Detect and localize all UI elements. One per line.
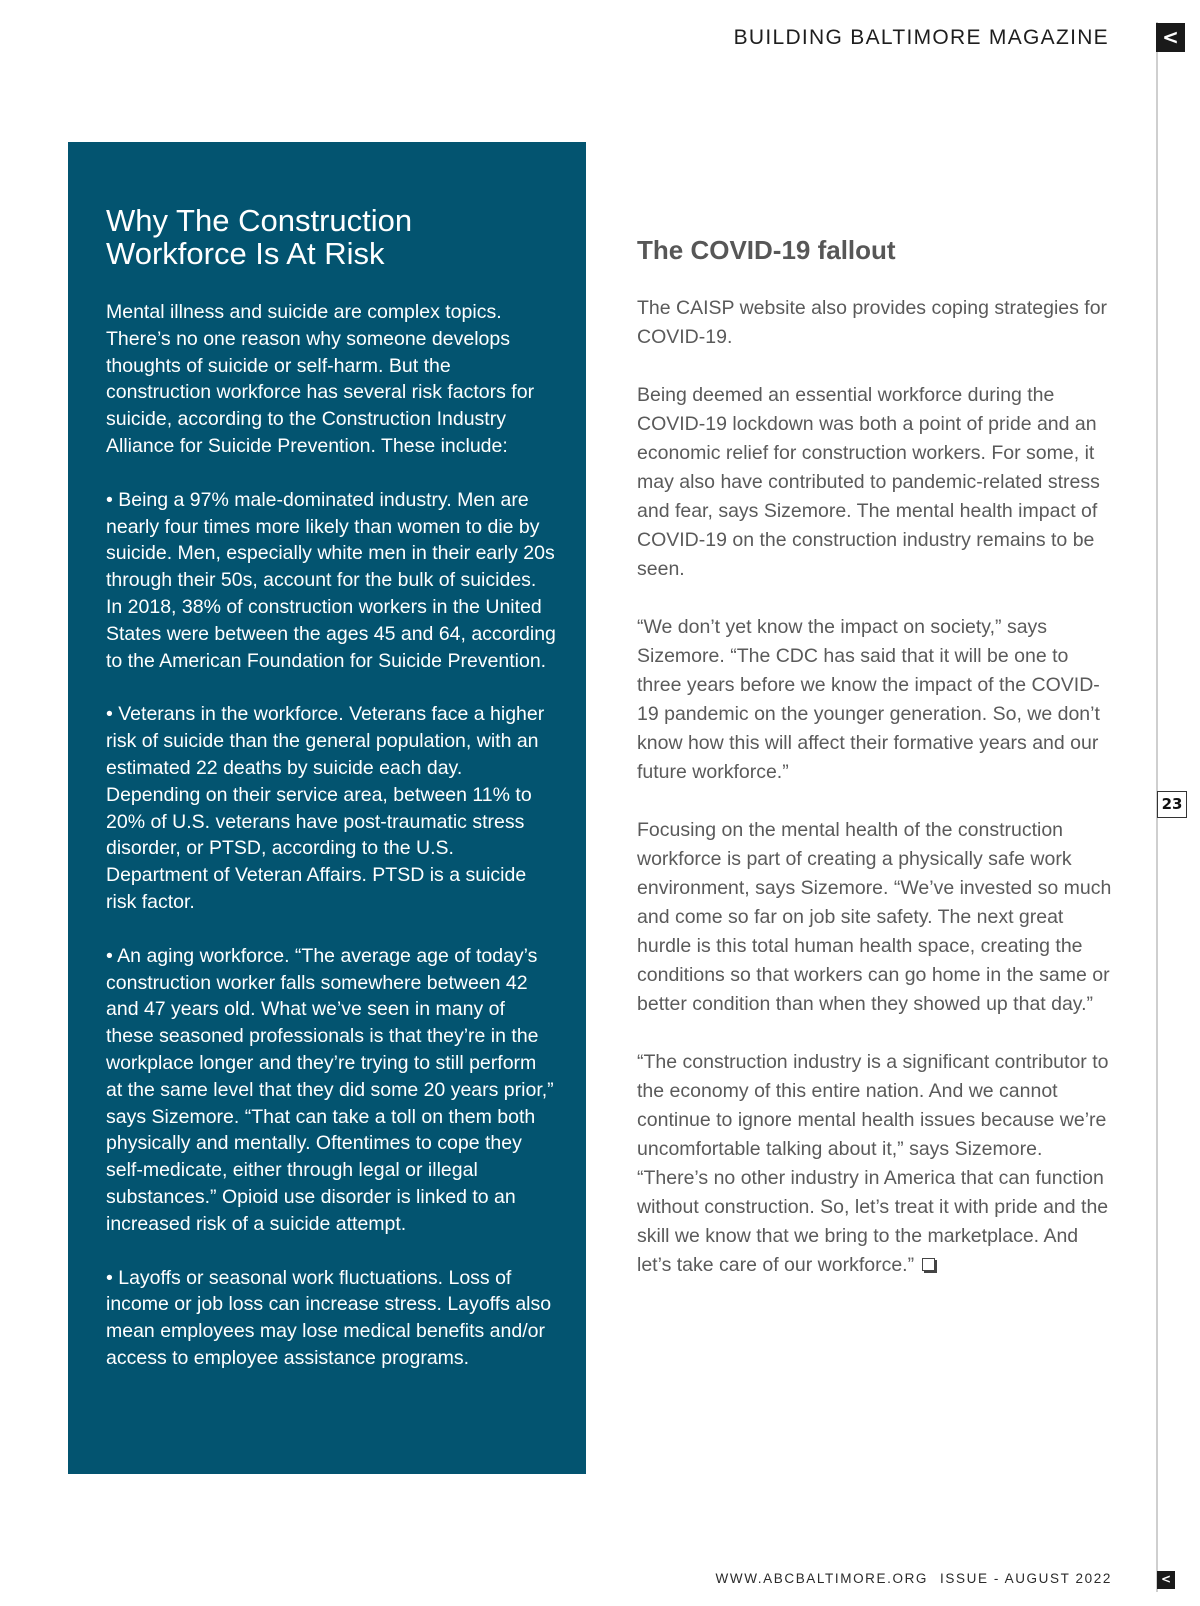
- article-paragraph: “We don’t yet know the impact on society,” says Sizemore. “The CDC has said that it will be one to three years before we know the impact of the COVID-19 pandemic on the younger generation. So, we don’t know how this will affect their formative years and our future workforce.”: [637, 616, 1100, 783]
- footer-website-link[interactable]: WWW.ABCBALTIMORE.ORG: [715, 1571, 929, 1586]
- sidebar-bullet-male-dominated: • Being a 97% male-dominated industry. Men are nearly four times more likely than women to die by suicide. Men, especially white men in their early 20s through their 50s, account for the bulk of suicides. In 2018, 38% of construction workers in the United States were between the ages 45 and 64, according to the American Foundation for Suicide Prevention.: [106, 488, 556, 672]
- publication-title: BUILDING BALTIMORE MAGAZINE: [733, 26, 1109, 49]
- footer-issue: ISSUE - AUGUST 2022: [940, 1571, 1112, 1586]
- article-final-paragraph: [637, 1048, 1115, 1280]
- sidebar-bullet-layoffs: • Layoffs or seasonal work fluctuations. Loss of income or job loss can increase stress. Layoffs also mean employees may lose medical benefits and/or access to employee assistance programs.: [106, 1266, 552, 1369]
- article-column: [637, 233, 1115, 1309]
- sidebar-title: Why The Construction Workforce Is At Risk: [106, 203, 413, 271]
- sidebar-bullet-aging-workforce: • An aging workforce. “The average age of today’s construction worker falls somewhere between 42 and 47 years old. What we’ve seen in many of these seasoned professionals is that they’re in the workplace longer and they’re trying to still perform at the same level that they did some 20 years prior,” says Sizemore. “That can take a toll on them both physically and mentally. Oftentimes to cope they self-medicate, either through legal or illegal substances.” Opioid use disorder is linked to an increased risk of a suicide attempt.: [106, 944, 554, 1235]
- sidebar-paragraph: Mental illness and suicide are complex topics. There’s no one reason why someone develops thoughts of suicide or self-harm. But the construction workforce has several risk factors for suicide, according to the Construction Industry Alliance for Suicide Prevention. These include:: [106, 301, 535, 457]
- article-paragraph: Being deemed an essential workforce during the COVID-19 lockdown was both a point of pride and an economic relief for construction workers. For some, it may also have contributed to pandemic-related stress and fear, says Sizemore. The mental health impact of COVID-19 on the construction industry remains to be seen.: [637, 384, 1100, 580]
- page-number: 23: [1157, 791, 1187, 818]
- section-heading: The COVID-19 fallout: [637, 235, 896, 265]
- sidebar-bullet-veterans: • Veterans in the workforce. Veterans face a higher risk of suicide than the general population, with an estimated 22 deaths by suicide each day. Depending on their service area, between 11% to 20% of U.S. veterans have post-traumatic stress disorder, or PTSD, according to the U.S. Department of Veteran Affairs. PTSD is a suicide risk factor.: [106, 703, 545, 913]
- article-paragraph: Focusing on the mental health of the construction workforce is part of creating a physically safe work environment, says Sizemore. “We’ve invested so much and come so far on job site safety. The next great hurdle is this total human health space, creating the conditions so that workers can go home in the same or better condition than when they showed up that day.”: [637, 819, 1112, 1015]
- back-arrow-small-icon[interactable]: <: [1157, 1571, 1175, 1589]
- end-of-article-icon: [922, 1258, 935, 1271]
- sidebar-box: [68, 142, 586, 1474]
- back-arrow-icon[interactable]: <: [1156, 23, 1185, 52]
- article-paragraph: The CAISP website also provides coping strategies for COVID-19.: [637, 297, 1108, 348]
- footer: [716, 1571, 1112, 1586]
- article-final-text: “The construction industry is a significant contributor to the economy of this entire nation. And we cannot continue to ignore mental health issues because we’re uncomfortable talking about it,” says Sizemore. “There’s no other industry in America that can function without construction. So, let’s treat it with pride and the skill we know that we bring to the marketplace. And let’s take care of our workforce.”: [637, 1051, 1109, 1276]
- sidebar-body: [106, 299, 556, 1372]
